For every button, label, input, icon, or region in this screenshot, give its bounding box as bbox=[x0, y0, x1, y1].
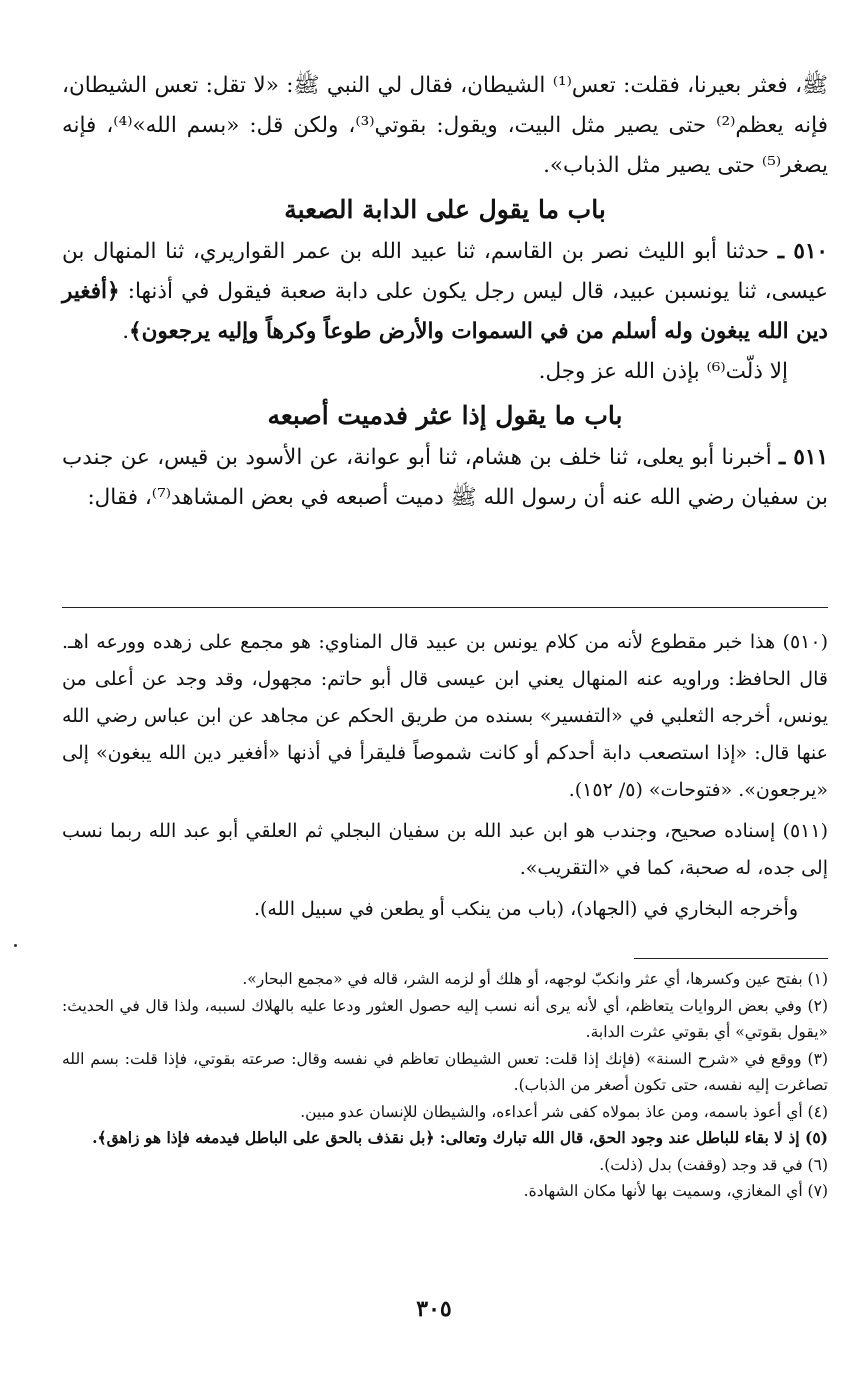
commentary-511-continuation: وأخرجه البخاري في (الجهاد)، (باب من ينكب أو يطعن في سبيل الله). bbox=[253, 898, 798, 920]
hadith-text: أخبرنا أبو يعلى، ثنا خلف بن هشام، ثنا أبو عوانة، عن الأسود بن قيس، عن جندب بن سفيان رضي الله عنه أن رسول الله ﷺ دميت أصبعه في بعض المشاهد⁽⁷⁾، فقال: bbox=[62, 445, 828, 510]
footnote-6: (٦) في قد وجد (وقفت) بدل (ذلت). bbox=[599, 1155, 828, 1174]
footnote-4: (٤) أي أعوذ باسمه، ومن عاذ بمولاه كفى شر أعداءه، والشيطان للإنسان عدو مبين. bbox=[300, 1102, 828, 1121]
footnotes bbox=[62, 966, 828, 1205]
footnote-1: (١) بفتح عين وكسرها، أي عثر وانكبّ لوجهه، أو هلك أو لزمه الشر، قاله في «مجمع البحار». bbox=[242, 970, 828, 988]
footnote-3: (٣) ووقع في «شرح السنة» (فإنك إذا قلت: تعس الشيطان تعاظم في نفسه وقال: صرعته بقوتي، فإذا قلت: بسم الله تصاغرت إليه نفسه، حتى تكون أصغر من الذباب). bbox=[62, 1049, 828, 1094]
hadith-510-continuation: إلا ذلّت⁽⁶⁾ بإذن الله عز وجل. bbox=[538, 359, 788, 384]
scan-speck bbox=[14, 944, 17, 947]
chapter-heading-injured-finger: باب ما يقول إذا عثر فدميت أصبعه bbox=[267, 401, 623, 430]
chapter-heading-difficult-mount: باب ما يقول على الدابة الصعبة bbox=[284, 195, 606, 224]
hadith-number: ٥١١ ـ bbox=[779, 445, 828, 470]
hadith-text: حدثنا أبو الليث نصر بن القاسم، ثنا عبيد الله بن عمر القواريري، ثنا المنهال بن عيسى، ثنا يونسبن عبيد، قال ليس رجل يكون على دابة صعبة فيقول في أذنها: bbox=[62, 239, 828, 304]
page-number: ٣٠٥ bbox=[416, 1296, 452, 1322]
footnote-7: (٧) أي المغازي، وسميت بها لأنها مكان الشهادة. bbox=[523, 1182, 828, 1200]
commentary bbox=[62, 624, 828, 928]
footnote-5: (٥) إذ لا بقاء للباطل عند وجود الحق، قال الله تبارك وتعالى: ﴿بل نقذف بالحق على الباطل فيدمغه فإذا هو زاهق﴾. bbox=[92, 1128, 828, 1147]
hadith-511 bbox=[62, 438, 828, 518]
commentary-divider bbox=[62, 607, 828, 608]
commentary-510: (٥١٠) هذا خبر مقطوع لأنه من كلام يونس بن عبيد قال المناوي: هو مجمع على زهده وورعه اهـ. قال الحافظ: وراويه عنه المنهال يعني ابن عيسى قال أبو حاتم: مجهول، وقد وجد عن أعلى من يونس، أخرجه الثعلبي في «التفسير» بسنده من طريق الحكم عن مجاهد عن ابن عباس رضي الله عنها قال: «إذا استصعب دابة أحدكم أو كانت شموصاً فليقرأ في أذنها «أفغير دين الله يبغون» إلى «يرجعون». «فتوحات» (٥/ ١٥٢). bbox=[62, 631, 828, 801]
hadith-end: . bbox=[122, 319, 130, 344]
commentary-511: (٥١١) إسناده صحيح، وجندب هو ابن عبد الله بن سفيان البجلي ثم العلقي أبو عبد الله ربما نسب إلى جده، له صحبة، كما في «التقريب». bbox=[62, 820, 828, 879]
paragraph-hadith-continuation: ﷺ، فعثر بعيرنا، فقلت: تعس⁽¹⁾ الشيطان، فقال لي النبي ﷺ: «لا تقل: تعس الشيطان، فإنه يعظم⁽²⁾ حتى يصير مثل البيت، ويقول: بقوتي⁽³⁾، ولكن قل: «بسم الله»⁽⁴⁾، فإنه يصغر⁽⁵⁾ حتى يصير مثل الذباب». bbox=[62, 73, 828, 178]
hadith-510 bbox=[62, 232, 828, 352]
footnotes-divider bbox=[634, 958, 828, 959]
footnote-2: (٢) وفي بعض الروايات يتعاظم، أي لأنه يرى أنه نسب إليه حصول العثور ودعا عليه بالهلاك لسببه، ولذا قال في الحديث: «يقول بقوتي» أي بقوتي عثرت الدابة. bbox=[62, 996, 828, 1041]
quran-verse: ﴿أفغير دين الله يبغون وله أسلم من في السموات والأرض طوعاً وكرهاً وإليه يرجعون﴾ bbox=[62, 279, 828, 344]
hadith-number: ٥١٠ ـ bbox=[777, 239, 828, 264]
main-text bbox=[62, 66, 828, 518]
